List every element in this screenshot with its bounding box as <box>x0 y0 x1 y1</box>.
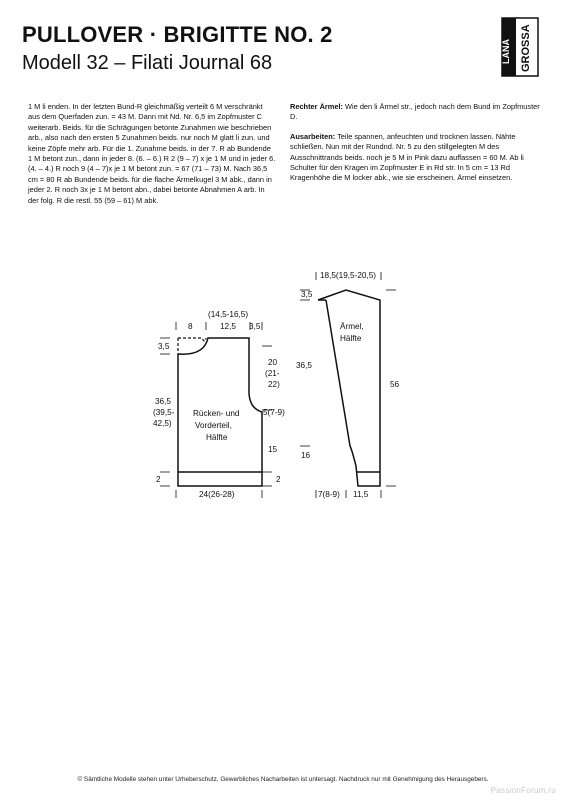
body-title-line-2: Vorderteil, <box>195 421 232 430</box>
body-length-label-3: 42,5) <box>153 419 172 428</box>
sleeve-text: Wie den li Ärmel str., jedoch nach dem Bund im Zopfmuster D. <box>290 102 540 122</box>
body-rib-left-label: 2 <box>156 475 161 484</box>
sleeve-title-line-1: Ärmel, <box>340 322 364 331</box>
body-rib-right-label: 2 <box>276 475 281 484</box>
sleeve-bottom-right-label: 11,5 <box>353 490 369 499</box>
sleeve-upper-length-label: 36,5 <box>296 361 312 370</box>
body-armhole-label-1: 20 <box>268 358 278 367</box>
instructions-right-column <box>290 102 542 193</box>
page-title: PULLOVER · BRIGITTE NO. 2 <box>22 22 333 47</box>
sleeve-title-line-2: Hälfte <box>340 334 362 343</box>
schematic-diagram <box>0 260 566 520</box>
body-title-line-1: Rücken- und <box>193 409 240 418</box>
finishing-paragraph <box>290 132 542 184</box>
sleeve-cap-label: 3,5 <box>301 290 313 299</box>
body-shoulder-left-label: 8 <box>188 322 193 331</box>
body-top-width-label: (14,5-16,5) <box>208 310 249 319</box>
sleeve-bottom-left-label: 7(8-9) <box>318 490 340 499</box>
body-side-mark-label: 5(7-9) <box>263 408 285 417</box>
svg-text:LANA: LANA <box>501 39 511 64</box>
sleeve-heading: Rechter Ärmel: <box>290 102 343 111</box>
finishing-text: Teile spannen, anfeuchten und trocknen lassen. Nähte schließen. Nun mit der Rundnd. Nr. 5 zu den stillgelegten M des Ausschnittrands beids. noch je 5 M in Pink dazu auffassen = 60 M. Ab li Schulter für den Kragen im Zopfmuster E in Rd str. In 5 cm = 13 Rd Kragenhöhe die M locker abk., wie sie erscheinen. Ärmel einsetzen. <box>290 131 524 183</box>
sleeve-schematic <box>300 272 396 498</box>
page-subtitle: Modell 32 – Filati Journal 68 <box>22 52 273 74</box>
sleeve-paragraph <box>290 102 542 123</box>
lana-grossa-logo <box>488 16 554 78</box>
svg-text:GROSSA: GROSSA <box>520 24 532 72</box>
body-armhole-label-3: 22) <box>268 380 280 389</box>
sleeve-total-length-label: 56 <box>390 380 400 389</box>
body-armhole-label-2: (21- <box>265 369 280 378</box>
finishing-heading: Ausarbeiten: <box>290 131 336 141</box>
body-neck-depth-label: 3,5 <box>158 342 170 351</box>
body-title-line-3: Hälfte <box>206 433 228 442</box>
body-shoulder-right-label: 3,5 <box>249 322 261 331</box>
watermark: PassionForum.ru <box>490 786 556 795</box>
body-bottom-width-label: 24(26-28) <box>199 490 235 499</box>
body-lower-side-label: 15 <box>268 445 278 454</box>
body-length-label-1: 36,5 <box>155 397 171 406</box>
body-neck-label: 12,5 <box>220 322 236 331</box>
sleeve-lower-length-label: 16 <box>301 451 311 460</box>
sleeve-top-width-label: 18,5(19,5-20,5) <box>320 271 376 280</box>
body-length-label-2: (39,5- <box>153 408 175 417</box>
left-paragraph: 1 M li enden. In der letzten Bund-R gleichmäßig verteilt 6 M verschränkt aus dem Querfaden zun. = 43 M. Dann mit Nd. Nr. 6,5 im Zopfmuster C weiterarb. Beids. für die Schrägungen betonte Zunahmen wie beschrieben arb., also nach den ersten 5 Zunahmen beids. nur noch M glatt li zun. und keine Zöpfe mehr arb. Für die 1. Zunahme beids. in der 7. R ab Bundende 1 M betont zun., dann in jeder 8. (6. – 6.) R 2 (9 – 7) x je 1 M und in jeder 6. (4. – 4.) R noch 9 (4 – 7)x je 1 M betont zun. = 67 (71 – 73) M. Nach 36,5 cm = 80 R ab Bundende beids. für die flache Ärmelkugel 3 M abk., dann in jeder 2. R noch 3x je 1 M betont abn., dabei betonte Abnahmen A arb. In der folg. R die restl. 55 (59 – 61) M abk. <box>28 102 276 205</box>
copyright-footer: © Sämtliche Modelle stehen unter Urheberschutz. Gewerbliches Nacharbeiten ist untersagt. Nachdruck nur mit Genehmigung des Herausgebers. <box>77 776 489 783</box>
instructions-left-column <box>28 102 276 215</box>
